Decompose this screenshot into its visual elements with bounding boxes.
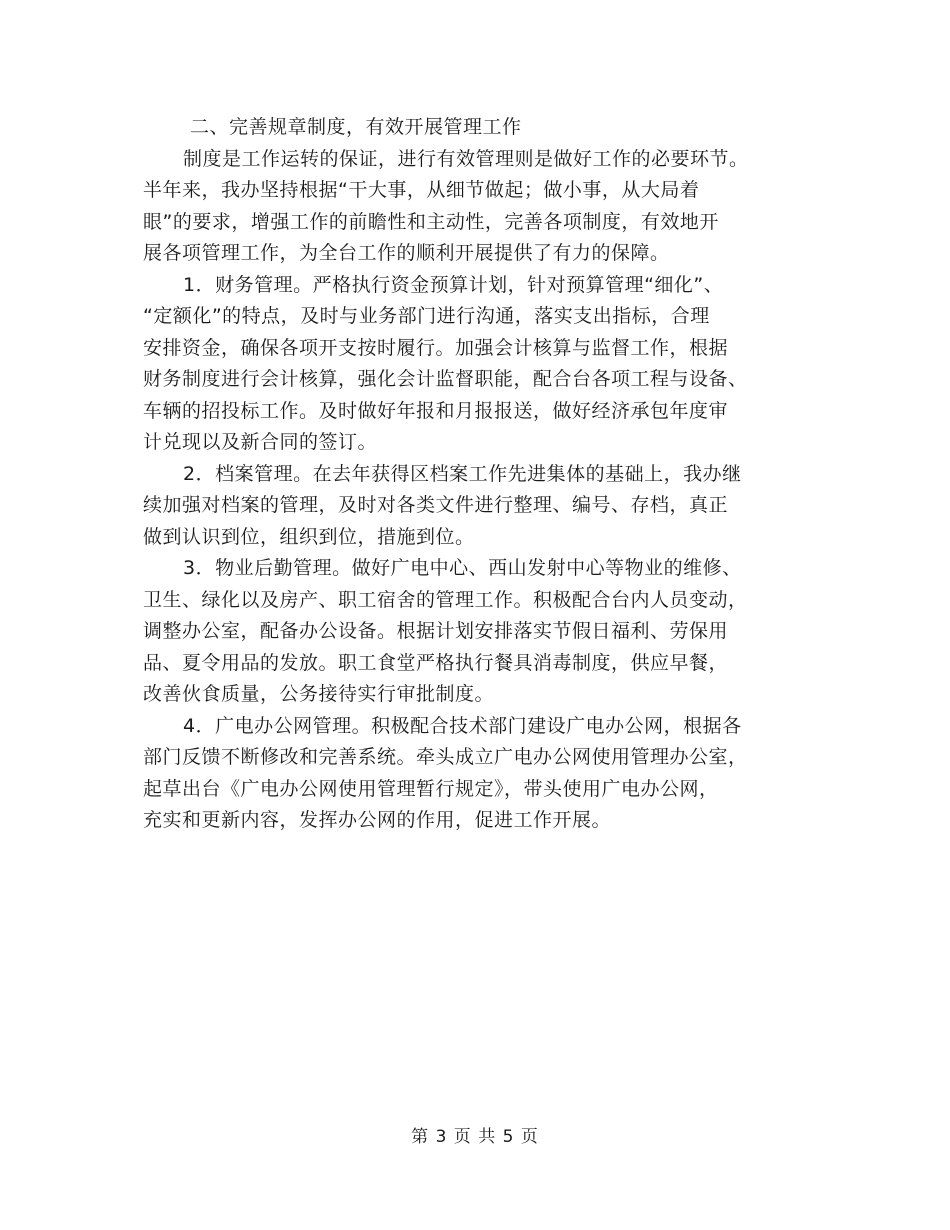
paragraph-line: 续加强对档案的管理，及时对各类文件进行整理、编号、存档，真正 xyxy=(143,494,729,516)
paragraph-line: 起草出台《广电办公网使用管理暂行规定》，带头使用广电办公网， xyxy=(143,777,719,800)
paragraph-intro xyxy=(143,144,813,270)
paragraph-line: 部门反馈不断修改和完善系统。牵头成立广电办公网使用管理办公室， xyxy=(143,746,748,768)
paragraph-line: 展各项管理工作，为全台工作的顺利开展提供了有力的保障。 xyxy=(143,242,670,264)
paragraph-office-network xyxy=(143,711,813,837)
paragraph-line: 计兑现以及新合同的签订。 xyxy=(143,431,378,453)
paragraph-line: 品、夏令用品的发放。职工食堂严格执行餐具消毒制度，供应早餐， xyxy=(143,651,729,674)
paragraph-line: 安排资金，确保各项开支按时履行。加强会计核算与监督工作，根据 xyxy=(143,336,729,359)
paragraph-line: 卫生、绿化以及房产、职工宿舍的管理工作。积极配合台内人员变动， xyxy=(143,588,748,611)
paragraph-line: 4．广电办公网管理。积极配合技术部门建设广电办公网，根据各 xyxy=(183,714,742,737)
paragraph-line: 制度是工作运转的保证，进行有效管理则是做好工作的必要环节。 xyxy=(183,147,749,170)
paragraph-line: 财务制度进行会计核算，强化会计监督职能，配合台各项工程与设备、 xyxy=(143,368,748,390)
paragraph-line: 调整办公室，配备办公设备。根据计划安排落实节假日福利、劳保用 xyxy=(143,620,729,642)
page-number-footer: 第 3 页 共 5 页 xyxy=(411,1127,539,1147)
paragraph-line: 半年来，我办坚持根据“干大事，从细节做起；做小事，从大局着 xyxy=(143,179,700,201)
section-heading: 二、完善规章制度，有效开展管理工作 xyxy=(190,116,522,138)
paragraph-line: “定额化”的特点，及时与业务部门进行沟通，落实支出指标，合理 xyxy=(143,305,710,327)
paragraph-line: 改善伙食质量，公务接待实行审批制度。 xyxy=(143,683,495,705)
paragraph-archives xyxy=(143,459,813,554)
document-body xyxy=(143,112,813,837)
paragraph-line: 充实和更新内容，发挥办公网的作用，促进工作开展。 xyxy=(143,809,612,831)
paragraph-line: 1．财务管理。严格执行资金预算计划，针对预算管理“细化”、 xyxy=(183,273,724,296)
paragraph-line: 做到认识到位，组织到位，措施到位。 xyxy=(143,525,475,548)
paragraph-line: 3．物业后勤管理。做好广电中心、西山发射中心等物业的维修、 xyxy=(183,557,742,579)
paragraph-finance xyxy=(143,270,813,459)
paragraph-property xyxy=(143,553,813,711)
paragraph-line: 眼”的要求，增强工作的前瞻性和主动性，完善各项制度，有效地开 xyxy=(143,210,719,233)
paragraph-line: 2．档案管理。在去年获得区档案工作先进集体的基础上，我办继 xyxy=(183,462,742,485)
paragraph-line: 车辆的招投标工作。及时做好年报和月报报送，做好经济承包年度审 xyxy=(143,399,729,422)
